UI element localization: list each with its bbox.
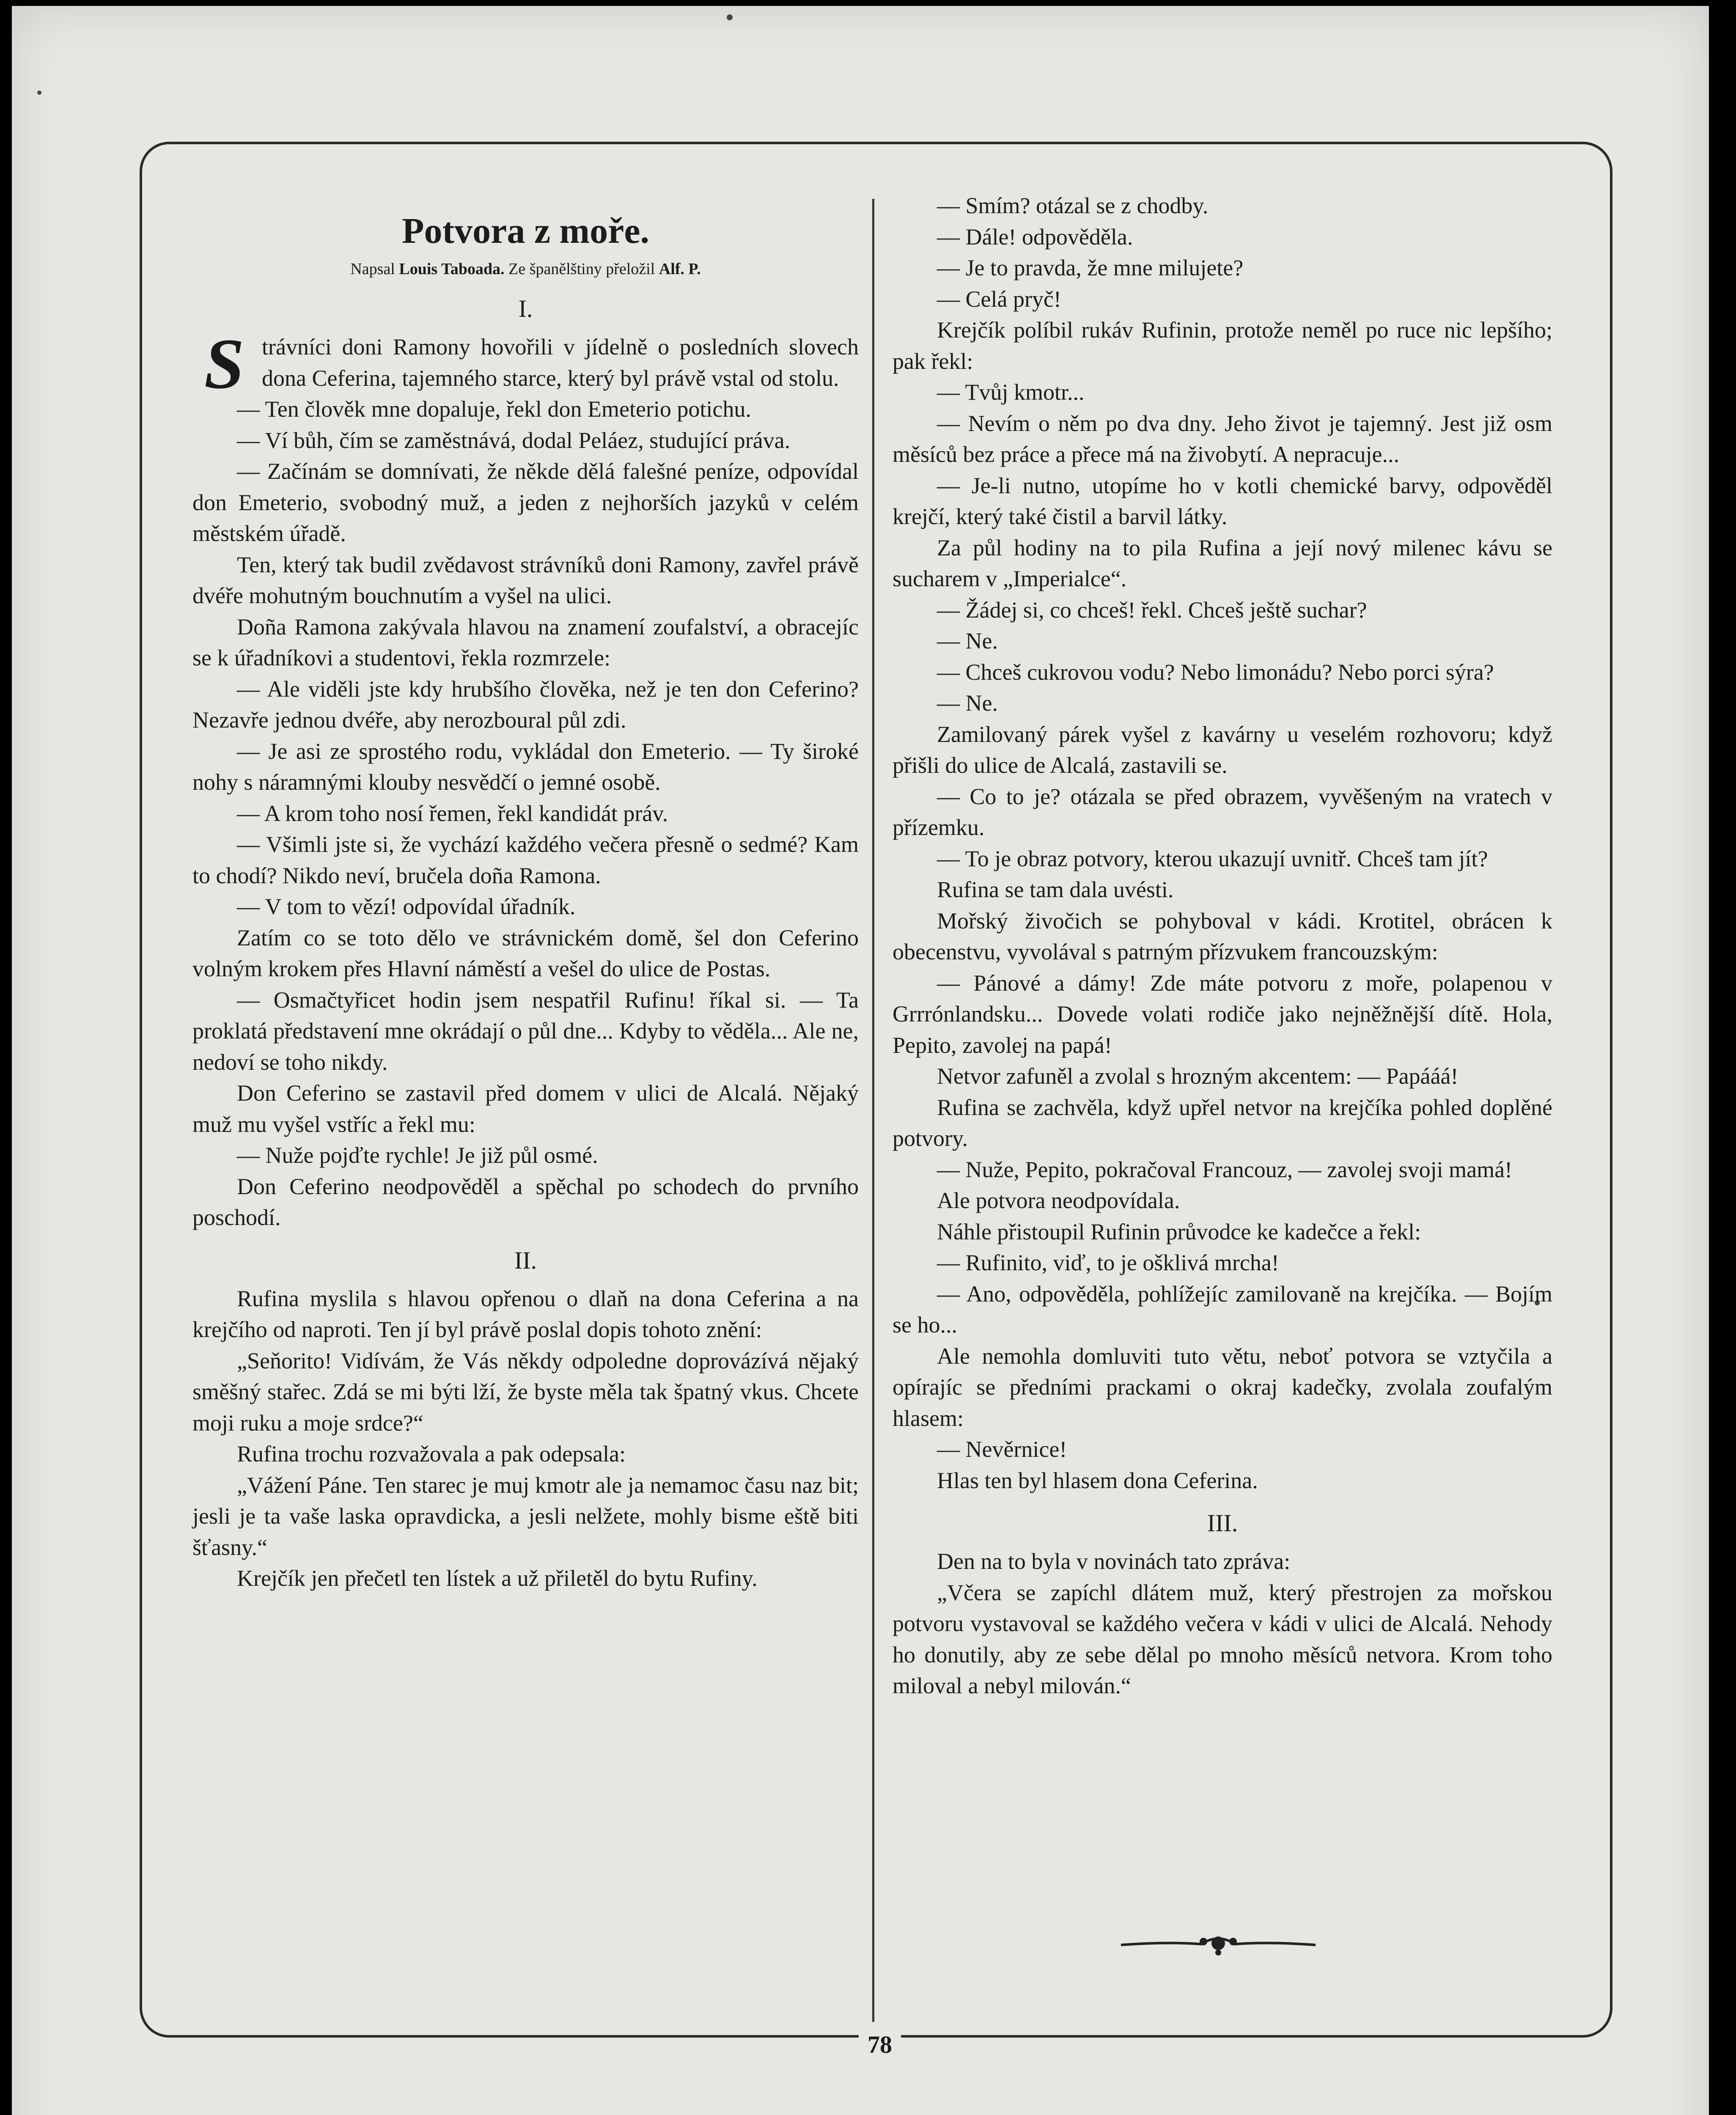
paragraph: Don Ceferino se zastavil před domem v ulici de Alcalá. Nějaký muž mu vyšel vstříc a řekl mu: — [192, 1080, 859, 1137]
paragraph: — Ne. — [937, 628, 998, 654]
paragraph: Krejčík políbil rukáv Rufinin, protože neměl po ruce nic lepšího; pak řekl: — [893, 317, 1552, 374]
paragraph: — Ví bůh, čím se zaměstnává, dodal Peláez, studující práva. — [237, 427, 791, 453]
paragraph: Ten, který tak budil zvědavost strávníků doni Ramony, zavřel právě dvéře mohutným bouchnutím a vyšel na ulici. — [192, 552, 859, 608]
paragraph: — Ano, odpověděla, pohlížejíc zamilovaně na krejčíka. — Bojím se ho... — [893, 1281, 1552, 1338]
paragraph: — To je obraz potvory, kterou ukazují uvnitř. Chceš tam jít? — [937, 846, 1488, 871]
print-speck — [727, 14, 733, 20]
byline — [192, 256, 859, 282]
paragraph: — Dále! odpověděla. — [937, 224, 1133, 250]
paragraph: — Nevím o něm po dva dny. Jeho život je tajemný. Jest již osm měsíců bez práce a přece má na živobytí. A nepracuje... — [893, 410, 1552, 467]
paragraph: — Žádej si, co chceš! řekl. Chceš ještě suchar? — [937, 597, 1367, 623]
paragraph: Den na to byla v novinách tato zpráva: — [937, 1549, 1291, 1574]
paragraph-group — [893, 190, 1552, 1496]
byline-author: Louis Taboada. — [399, 260, 505, 278]
paragraph: Rufina trochu rozvažovala a pak odepsala: — [237, 1441, 626, 1467]
paragraph: Don Ceferino neodpověděl a spěchal po schodech do prvního poschodí. — [192, 1173, 859, 1230]
paragraph: Hlas ten byl hlasem dona Ceferina. — [937, 1467, 1258, 1493]
paragraph: — V tom to vězí! odpovídal úřadník. — [237, 894, 576, 919]
paragraph: Ale potvora neodpovídala. — [937, 1188, 1180, 1213]
page-number: 78 — [859, 2030, 901, 2059]
paragraph: Náhle přistoupil Rufinin průvodce ke kadečce a řekl: — [937, 1219, 1421, 1244]
paragraph: — Co to je? otázala se před obrazem, vyvěšeným na vratech v přízemku. — [893, 783, 1552, 840]
paragraph: Za půl hodiny na to pila Rufina a její nový milenec kávu se sucharem v „Imperialce“. — [893, 535, 1552, 591]
paragraph: Rufina myslila s hlavou opřenou o dlaň na dona Ceferina a na krejčího od naproti. Ten jí byl právě poslal dopis tohoto znění: — [192, 1285, 859, 1342]
paragraph: — Nevěrnice! — [937, 1437, 1067, 1462]
paragraph: — Ten člověk mne dopaluje, řekl don Emeterio potichu. — [237, 396, 751, 422]
column-divider — [872, 199, 874, 2022]
byline-prefix: Napsal — [350, 260, 395, 278]
section-heading-3: III. — [1207, 1509, 1238, 1537]
first-paragraph: trávníci doni Ramony hovořili v jídelně o posledních slovech dona Ceferina, tajemného starce, který byl právě vstal od stolu. — [262, 334, 859, 391]
paragraph: Krejčík jen přečetl ten lístek a už přiletěl do bytu Rufiny. — [237, 1566, 758, 1591]
left-column — [192, 190, 859, 1594]
paragraph: — A krom toho nosí řemen, řekl kandidát práv. — [237, 800, 668, 826]
article-title: Potvora z moře. — [402, 210, 649, 251]
paragraph: — Pánové a dámy! Zde máte potvoru z moře, polapenou v Grrrónlandsku... Dovede volati rodiče jako nejněžnější dítě. Hola, Pepito, zavolej na papá! — [893, 970, 1552, 1058]
paragraph: — Chceš cukrovou vodu? Nebo limonádu? Nebo porci sýra? — [937, 659, 1494, 685]
opening-paragraph — [192, 324, 859, 404]
paragraph-group — [893, 1546, 1552, 1702]
paragraph: „Seňorito! Vidívám, že Vás někdy odpoledne doprovázívá nějaký směšný stařec. Zdá se mi býti lží, že byste měla tak špatný vkus. Chcete moji ruku a moje srdce?“ — [192, 1348, 859, 1436]
paragraph: Zatím co se toto dělo ve strávnickém domě, šel don Ceferino volným krokem přes Hlavní náměstí a vešel do ulice de Postas. — [192, 925, 859, 981]
paragraph: — Nuže pojďte rychle! Je již půl osmé. — [237, 1143, 598, 1168]
section-heading-2: II. — [514, 1246, 537, 1274]
paragraph: — Celá pryč! — [937, 286, 1061, 312]
paragraph: — Rufinito, viď, to je ošklivá mrcha! — [937, 1250, 1279, 1275]
paragraph: — Ale viděli jste kdy hrubšího člověka, než je ten don Ceferino? Nezavře jednou dvéře, aby nerozboural půl zdi. — [192, 676, 859, 733]
paragraph: — Tvůj kmotr... — [937, 379, 1085, 405]
end-ornament-icon — [1117, 1929, 1320, 1958]
paragraph: — Je to pravda, že mne milujete? — [937, 255, 1244, 280]
paragraph: — Osmačtyřicet hodin jsem nespatřil Rufinu! říkal si. — Ta proklatá představení mne okrádají o půl dne... Kdyby to věděla... Ale ne, nedoví se toho nikdy. — [192, 987, 859, 1075]
paragraph: — Je-li nutno, utopíme ho v kotli chemické barvy, odpověděl krejčí, který také čistil a barvil látky. — [893, 472, 1552, 529]
paragraph: Doña Ramona zakývala hlavou na znamení zoufalství, a obracejíc se k úřadníkovi a studentovi, řekla rozmrzele: — [192, 614, 859, 670]
paragraph: Netvor zafuněl a zvolal s hrozným akcentem: — Papááá! — [937, 1063, 1459, 1089]
paragraph: Zamilovaný párek vyšel z kavárny u veselém rozhovoru; když přišli do ulice de Alcalá, zastavili se. — [893, 721, 1552, 778]
paragraph: „Vážení Páne. Ten starec je muj kmotr ale ja nemamoc času naz bit; jesli je ta vaše laska opravdicka, a jesli nelžete, mohly bisme eště biti šťasny.“ — [192, 1472, 859, 1560]
print-speck — [37, 91, 41, 95]
paragraph-group — [192, 1283, 859, 1594]
decorative-dropcap: S — [204, 324, 244, 404]
byline-middle: Ze španělštiny přeložil — [508, 260, 655, 278]
paragraph: — Smím? otázal se z chodby. — [937, 193, 1209, 218]
paragraph: — Je asi ze sprostého rodu, vykládal don Emeterio. — Ty široké nohy s náramnými klouby nesvědčí o jemné osobě. — [192, 738, 859, 795]
paragraph: Rufina se zachvěla, když upřel netvor na krejčíka pohled doplěné potvory. — [893, 1094, 1552, 1151]
paragraph-group — [192, 394, 859, 1233]
paragraph: — Nuže, Pepito, pokračoval Francouz, — zavolej svoji mamá! — [937, 1156, 1513, 1182]
section-heading-1: I. — [518, 295, 533, 322]
paragraph: — Začínám se domnívati, že někde dělá falešné peníze, odpovídal don Emeterio, svobodný muž, a jeden z nejhorších jazyků v celém městském úřadě. — [192, 459, 859, 546]
paragraph: Ale nemohla domluviti tuto větu, neboť potvora se vztyčila a opírajíc se předními prackami o okraj kadečky, zvolala zoufalým hlasem: — [893, 1343, 1552, 1431]
paragraph: Mořský živočich se pohyboval v kádi. Krotitel, obrácen k obecenstvu, vyvolával s patrným přízvukem francouzským: — [893, 908, 1552, 964]
byline-translator: Alf. P. — [659, 260, 701, 278]
paragraph: „Včera se zapíchl dlátem muž, který přestrojen za mořskou potvoru vystavoval se každého večera v kádi v ulici de Alcalá. Nehody ho donutily, aby ze sebe dělal po mnoho měsíců netvora. Krom toho miloval a nebyl milován.“ — [893, 1579, 1552, 1698]
paragraph: — Ne. — [937, 690, 998, 716]
paragraph: — Všimli jste si, že vychází každého večera přesně o sedmé? Kam to chodí? Nikdo neví, bručela doña Ramona. — [192, 832, 859, 888]
paragraph: Rufina se tam dala uvésti. — [937, 877, 1174, 902]
right-column — [893, 190, 1552, 1702]
